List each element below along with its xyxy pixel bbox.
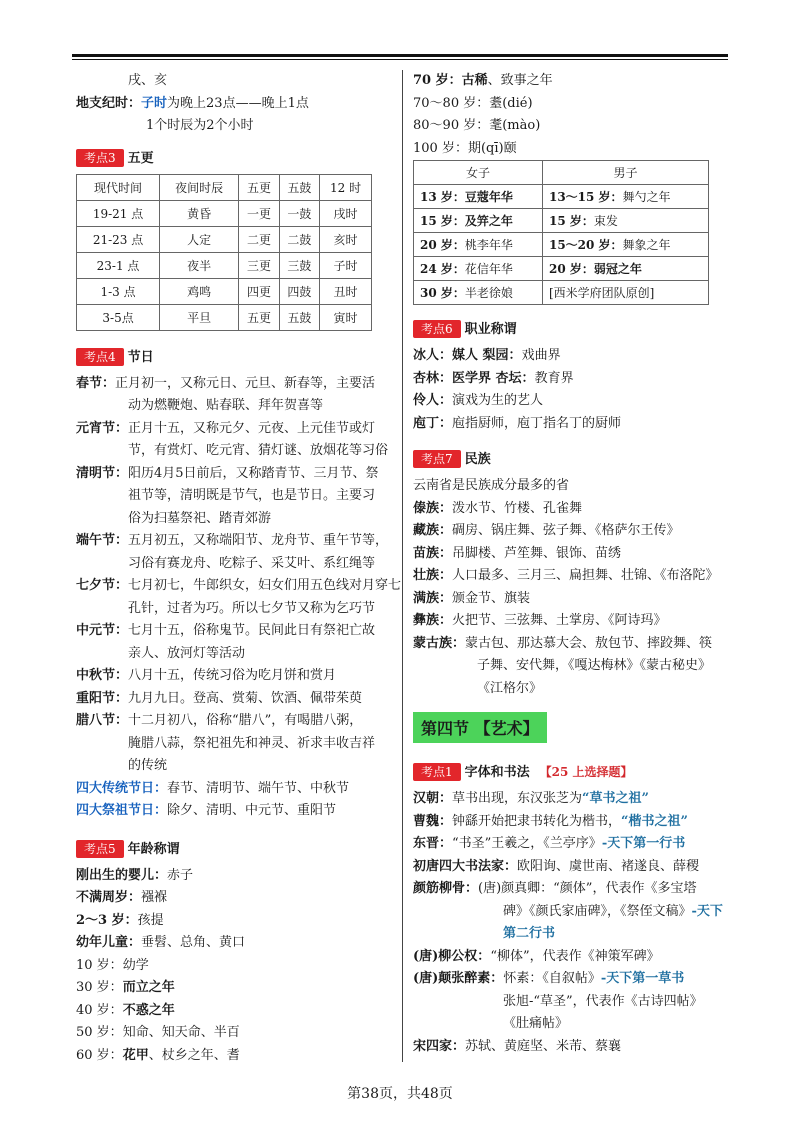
- text-span: 吊脚楼、芦笙舞、银饰、苗绣: [452, 545, 622, 561]
- intro-line: 地支纪时：子时为晚上23点——晚上1点: [76, 95, 309, 111]
- table-cell: 黄昏: [160, 200, 239, 226]
- text-span: 、杖乡之年、耆: [148, 1047, 240, 1063]
- table-cell: [542, 233, 708, 257]
- text-span: (唐)柳公权：: [413, 948, 491, 964]
- text-span: 苏轼、黄庭坚、米芾、蔡襄: [465, 1038, 622, 1054]
- text-span: (唐)颠张醉素：: [413, 971, 504, 986]
- text-span: 碉房、锅庄舞、弦子舞、《格萨尔王传》: [452, 523, 680, 538]
- list-line: [76, 530, 394, 553]
- list-line: [76, 977, 394, 1000]
- table-cell: 夜间时辰: [160, 174, 239, 200]
- text-span: 、致事之年: [487, 73, 553, 88]
- text-span: 冰人：: [413, 348, 453, 363]
- table-cell: 人定: [160, 226, 239, 252]
- text-span: 15 岁：: [420, 214, 465, 228]
- table-cell: 五鼓: [279, 304, 319, 330]
- text-span: 梨园：: [482, 348, 522, 363]
- list-line: [413, 610, 733, 633]
- text-span: 伶人：: [413, 393, 453, 408]
- list-line: [413, 788, 733, 811]
- text-span: 宋四家：: [413, 1038, 466, 1054]
- list-line: [413, 923, 733, 946]
- text-span: 教育界: [534, 370, 574, 386]
- text-span: 腊八节：: [76, 713, 129, 728]
- text-span: 及笄之年: [464, 214, 513, 228]
- section-heading: 考点7 民族: [413, 449, 733, 471]
- table-cell: 寅时: [320, 304, 372, 330]
- text-span: 蒙古包、那达慕大会、敖包节、摔跤舞、筷: [465, 635, 713, 651]
- left-column: [76, 70, 402, 1067]
- list-line: [413, 968, 733, 991]
- list-line: [413, 833, 733, 856]
- text-span: 期(qī)颐: [467, 140, 517, 156]
- text-span: 20 岁：: [548, 262, 594, 276]
- table-row: [77, 174, 372, 200]
- intro-line: 戌、亥: [128, 73, 168, 88]
- text-span: 人口最多、三月三、扁担舞、壮锦、《布洛陀》: [452, 568, 719, 583]
- text-span: 颁金节、旗装: [452, 590, 531, 606]
- text-span: 40 岁：: [76, 1002, 123, 1018]
- text-span: 豆蔻年华: [464, 190, 513, 204]
- table-cell: 二更: [239, 226, 279, 252]
- text-span: -天下: [691, 903, 723, 919]
- text-span: 襁褓: [141, 890, 168, 905]
- text-span: 四大传统节日：: [76, 780, 168, 796]
- text-span: 100 岁：: [413, 140, 468, 156]
- text-span: 不惑之年: [122, 1002, 175, 1018]
- text-span: 中元节：: [76, 623, 129, 638]
- text-span: 桃李年华: [464, 238, 513, 252]
- text-span: 张旭-“草圣”，代表作《古诗四帖》: [503, 993, 703, 1009]
- summary-line: [76, 800, 394, 823]
- text-span: “柳体”，代表作《神策军碑》: [490, 948, 660, 964]
- text-span: (唐)颜真卿：“颜体”，代表作《多宝塔: [478, 881, 697, 896]
- list-line: [413, 633, 733, 656]
- list-line: 俗为扫墓祭祀、踏青郊游: [128, 510, 272, 526]
- list-line: [413, 856, 733, 879]
- table-row: [77, 226, 372, 252]
- summary-line: [76, 778, 394, 801]
- text-span: 杏林：: [413, 370, 453, 386]
- text-span: 初唐四大书法家：: [413, 858, 518, 874]
- text-span: 2～3 岁：: [76, 912, 138, 928]
- list-line: [413, 138, 733, 161]
- table-cell: 戌时: [320, 200, 372, 226]
- occupation-list: [413, 345, 733, 435]
- list-line: 腌腊八蒜，祭祀祖先和神灵、祈求丰收吉祥: [128, 735, 376, 751]
- text-span: 70～80 岁：: [413, 95, 490, 111]
- text-span: 傣族：: [413, 500, 453, 516]
- list-line: [76, 1000, 394, 1023]
- text-span: 七月十五，俗称鬼节。民间此日有祭祀亡故: [128, 623, 376, 638]
- text-span: 知命、知天命、半百: [122, 1025, 240, 1040]
- table-header-cell: 女子: [414, 161, 543, 185]
- section-heading: 考点5 年龄称谓: [76, 839, 394, 861]
- list-line: [413, 1036, 733, 1059]
- text-span: 正月十五，又称元夕、元夜、上元佳节或灯: [128, 420, 376, 436]
- list-line: [76, 575, 402, 598]
- text-span: 而立之年: [122, 980, 175, 995]
- text-span: 东晋：: [413, 836, 453, 851]
- list-line: [413, 811, 733, 834]
- text-span: 50 岁：: [76, 1025, 123, 1040]
- text-span: 火把节、三弦舞、土掌房、《阿诗玛》: [452, 613, 667, 628]
- list-line: [413, 565, 733, 588]
- festival-list: [76, 373, 402, 778]
- list-line: 子舞、安代舞，《嘎达梅林》《蒙古秘史》: [477, 658, 712, 673]
- text-span: 幼年儿童：: [76, 935, 142, 950]
- age-list-cont: [413, 70, 733, 160]
- text-span: 演戏为生的艺人: [452, 393, 544, 408]
- table-cell: 子时: [320, 252, 372, 278]
- text-span: 20 岁：: [420, 238, 465, 252]
- age-title-table: [413, 160, 709, 305]
- text-span: 泼水节、竹楼、孔雀舞: [452, 500, 583, 516]
- table-cell: 23-1 点: [77, 252, 160, 278]
- text-span: 春节、清明节、端午节、中秋节: [167, 780, 350, 796]
- list-line: [76, 463, 394, 486]
- text-span: 花甲: [122, 1047, 149, 1063]
- table-cell: 二鼓: [279, 226, 319, 252]
- section-heading: 考点4 节日: [76, 347, 394, 369]
- page-number: 第38页，共48页: [347, 1086, 453, 1102]
- table-row: [77, 252, 372, 278]
- table-cell: 一更: [239, 200, 279, 226]
- text-span: 第二行书: [503, 926, 556, 941]
- list-line: [76, 910, 394, 933]
- text-span: 半老徐娘: [464, 286, 513, 300]
- text-span: 八月十五，传统习俗为吃月饼和赏月: [128, 668, 337, 683]
- text-span: 钟繇开始把隶书转化为楷书，: [452, 813, 622, 829]
- text-span: 戏曲界: [521, 348, 561, 363]
- text-span: 《肚痛帖》: [503, 1016, 569, 1031]
- text-span: 中秋节：: [76, 668, 129, 683]
- text-span: 重阳节：: [76, 690, 129, 706]
- table-row: [414, 209, 709, 233]
- list-line: [413, 475, 733, 498]
- text-span: 苗族：: [413, 545, 453, 561]
- text-span: 元宵节：: [76, 420, 129, 436]
- text-span: 13～15 岁：: [548, 190, 623, 204]
- list-line: [413, 413, 733, 436]
- list-line: [413, 498, 733, 521]
- text-span: 70 岁：: [413, 73, 462, 88]
- text-span: 不满周岁：: [76, 890, 142, 905]
- list-line: 习俗有赛龙舟、吃粽子、采艾叶、系红绳等: [128, 555, 376, 571]
- calligraphy-list: [413, 788, 733, 1058]
- text-span: 杏坛：: [495, 370, 535, 386]
- geng-table: [76, 174, 372, 331]
- table-cell: [414, 281, 543, 305]
- table-cell: 一鼓: [279, 200, 319, 226]
- text-span: 碑》《颜氏家庙碑》，《祭侄文稿》: [503, 903, 692, 919]
- table-row: [77, 200, 372, 226]
- text-span: 30 岁：: [420, 286, 465, 300]
- text-span: 云南省是民族成分最多的省: [413, 478, 570, 493]
- text-span: 媒人: [452, 348, 483, 363]
- list-line: [413, 368, 733, 391]
- text-span: “楷书之祖”: [621, 813, 688, 829]
- text-span: 曹魏：: [413, 813, 453, 829]
- table-cell: [542, 257, 708, 281]
- text-span: -天下第一行书: [601, 836, 686, 851]
- text-span: 正月初一，又称元日、元旦、新春等，主要活: [115, 375, 376, 391]
- text-span: 垂髫、总角、黄口: [141, 935, 246, 950]
- table-cell: 平旦: [160, 304, 239, 330]
- intro-line: 1个时辰为2个小时: [146, 118, 254, 133]
- table-row: [414, 281, 709, 305]
- text-span: 四大祭祖节日：: [76, 803, 168, 818]
- table-cell: 五鼓: [279, 174, 319, 200]
- text-span: 耄(mào): [489, 118, 541, 133]
- list-line: [413, 878, 733, 901]
- list-line: 《江格尔》: [477, 680, 543, 696]
- list-line: [413, 390, 733, 413]
- list-line: 孔针，过者为巧。所以七夕节又称为乞巧节: [128, 600, 376, 616]
- table-cell: 3-5点: [77, 304, 160, 330]
- list-line: [413, 946, 733, 969]
- text-span: 满族：: [413, 590, 453, 606]
- text-span: 彝族：: [413, 613, 453, 628]
- table-cell: 四鼓: [279, 278, 319, 304]
- text-span: 赤子: [167, 867, 194, 883]
- list-line: [76, 932, 394, 955]
- text-span: 九月九日。登高、赏菊、饮酒、佩带茱萸: [128, 690, 363, 706]
- table-row: [414, 233, 709, 257]
- table-cell: [414, 185, 543, 209]
- chapter-title: 第四节 【艺术】: [413, 712, 547, 743]
- text-span: 壮族：: [413, 568, 453, 583]
- list-line: [413, 115, 733, 138]
- table-cell: [414, 233, 543, 257]
- text-span: 蒙古族：: [413, 635, 466, 651]
- text-span: 古稀: [461, 73, 488, 88]
- text-span: 15 岁：: [548, 214, 594, 228]
- table-cell: 五更: [239, 174, 279, 200]
- text-span: 庖丁：: [413, 415, 453, 431]
- text-span: 清明节：: [76, 465, 129, 481]
- text-span: 弱冠之年: [593, 262, 642, 276]
- section-heading: 考点6 职业称谓: [413, 319, 733, 341]
- text-span: 藏族：: [413, 523, 453, 538]
- text-span: -天下第一草书: [600, 971, 685, 986]
- table-cell: 现代时间: [77, 174, 160, 200]
- header-rule-thin: [72, 59, 728, 60]
- table-cell: 五更: [239, 304, 279, 330]
- text-span: 医学界: [452, 370, 496, 386]
- list-line: [413, 901, 733, 924]
- table-row: [414, 185, 709, 209]
- table-row: [77, 278, 372, 304]
- list-line: [76, 688, 394, 711]
- text-span: 花信年华: [464, 262, 513, 276]
- list-line: [76, 1022, 394, 1045]
- list-line: [76, 710, 394, 733]
- table-cell: 亥时: [320, 226, 372, 252]
- text-span: 舞勺之年: [622, 190, 671, 204]
- table-header-row: [414, 161, 709, 185]
- text-span: 60 岁：: [76, 1047, 123, 1063]
- table-row: [414, 257, 709, 281]
- text-span: 阳历4月5日前后，又称踏青节、三月节、祭: [128, 465, 379, 481]
- list-line: [413, 93, 733, 116]
- table-row: [77, 304, 372, 330]
- text-span: 13 岁：: [420, 190, 465, 204]
- age-list: [76, 865, 394, 1068]
- text-span: 10 岁：: [76, 957, 123, 973]
- list-line: 祖节等，清明既是节气，也是节日。主要习: [128, 488, 376, 503]
- header-rule: [72, 54, 728, 57]
- text-span: 五月初五，又称端阳节、龙舟节、重午节等，: [128, 533, 389, 548]
- text-span: 耋(dié): [489, 95, 533, 111]
- text-span: 七夕节：: [76, 578, 129, 593]
- table-header-cell: 男子: [542, 161, 708, 185]
- text-span: “草书之祖”: [582, 791, 649, 806]
- list-line: [76, 887, 394, 910]
- table-cell: [542, 209, 708, 233]
- list-line: [76, 1045, 394, 1068]
- list-line: [413, 588, 733, 611]
- list-line: 的传统: [128, 758, 168, 773]
- table-cell: 三鼓: [279, 252, 319, 278]
- table-cell: 丑时: [320, 278, 372, 304]
- text-span: 怀素：《自叙帖》: [503, 971, 601, 986]
- text-span: 束发: [593, 214, 618, 228]
- table-cell: 12 时: [320, 174, 372, 200]
- list-line: [413, 991, 733, 1014]
- table-cell: [542, 281, 708, 305]
- table-cell: 21-23 点: [77, 226, 160, 252]
- text-span: 幼学: [122, 957, 149, 973]
- text-span: 欧阳询、虞世南、褚遂良、薛稷: [517, 858, 700, 874]
- table-cell: 19-21 点: [77, 200, 160, 226]
- list-line: [413, 520, 733, 543]
- right-column: [413, 70, 733, 1058]
- text-span: 十二月初八，俗称“腊八”，有喝腊八粥，: [128, 713, 363, 728]
- table-cell: 三更: [239, 252, 279, 278]
- text-span: 春节：: [76, 375, 116, 391]
- section-heading: 考点1 字体和书法 【25 上选择题】: [413, 761, 733, 784]
- table-cell: [542, 185, 708, 209]
- text-span: 15～20 岁：: [548, 238, 623, 252]
- ethnic-list: [413, 475, 733, 700]
- list-line: 亲人、放河灯等活动: [128, 645, 246, 661]
- text-span: 七月初七，牛郎织女，妇女们用五色线对月穿七: [128, 578, 402, 593]
- list-line: [413, 70, 733, 93]
- text-span: 颜筋柳骨：: [413, 881, 479, 896]
- text-span: “书圣”王羲之，《兰亭序》: [452, 836, 602, 851]
- list-line: [76, 418, 394, 441]
- list-line: [413, 1013, 733, 1036]
- list-line: 节，有赏灯、吃元宵、猜灯谜、放烟花等习俗: [128, 443, 389, 458]
- text-span: 除夕、清明、中元节、重阳节: [167, 803, 337, 818]
- list-line: [413, 543, 733, 566]
- column-divider: [402, 70, 403, 1062]
- text-span: 24 岁：: [420, 262, 465, 276]
- text-span: [西米学府团队原创]: [548, 286, 655, 300]
- list-line: [76, 665, 394, 688]
- text-span: 30 岁：: [76, 980, 123, 995]
- list-line: [76, 373, 394, 396]
- list-line: [76, 620, 394, 643]
- table-cell: 四更: [239, 278, 279, 304]
- table-cell: 鸡鸣: [160, 278, 239, 304]
- list-line: [76, 955, 394, 978]
- table-cell: [414, 209, 543, 233]
- list-line: [413, 345, 733, 368]
- text-span: 庖指厨师，庖丁指名丁的厨师: [452, 415, 622, 431]
- text-span: 刚出生的婴儿：: [76, 867, 168, 883]
- table-cell: 夜半: [160, 252, 239, 278]
- list-line: 动为燃鞭炮、贴春联、拜年贺喜等: [128, 398, 324, 413]
- festival-summary: [76, 778, 394, 823]
- text-span: 草书出现，东汉张芝为: [452, 791, 583, 806]
- section-heading: 考点3 五更: [76, 148, 394, 170]
- text-span: 80～90 岁：: [413, 118, 490, 133]
- text-span: 端午节：: [76, 533, 129, 548]
- text-span: 舞象之年: [622, 238, 671, 252]
- text-span: 汉朝：: [413, 791, 453, 806]
- table-cell: 1-3 点: [77, 278, 160, 304]
- text-span: 孩提: [137, 912, 164, 928]
- table-cell: [414, 257, 543, 281]
- list-line: [76, 865, 394, 888]
